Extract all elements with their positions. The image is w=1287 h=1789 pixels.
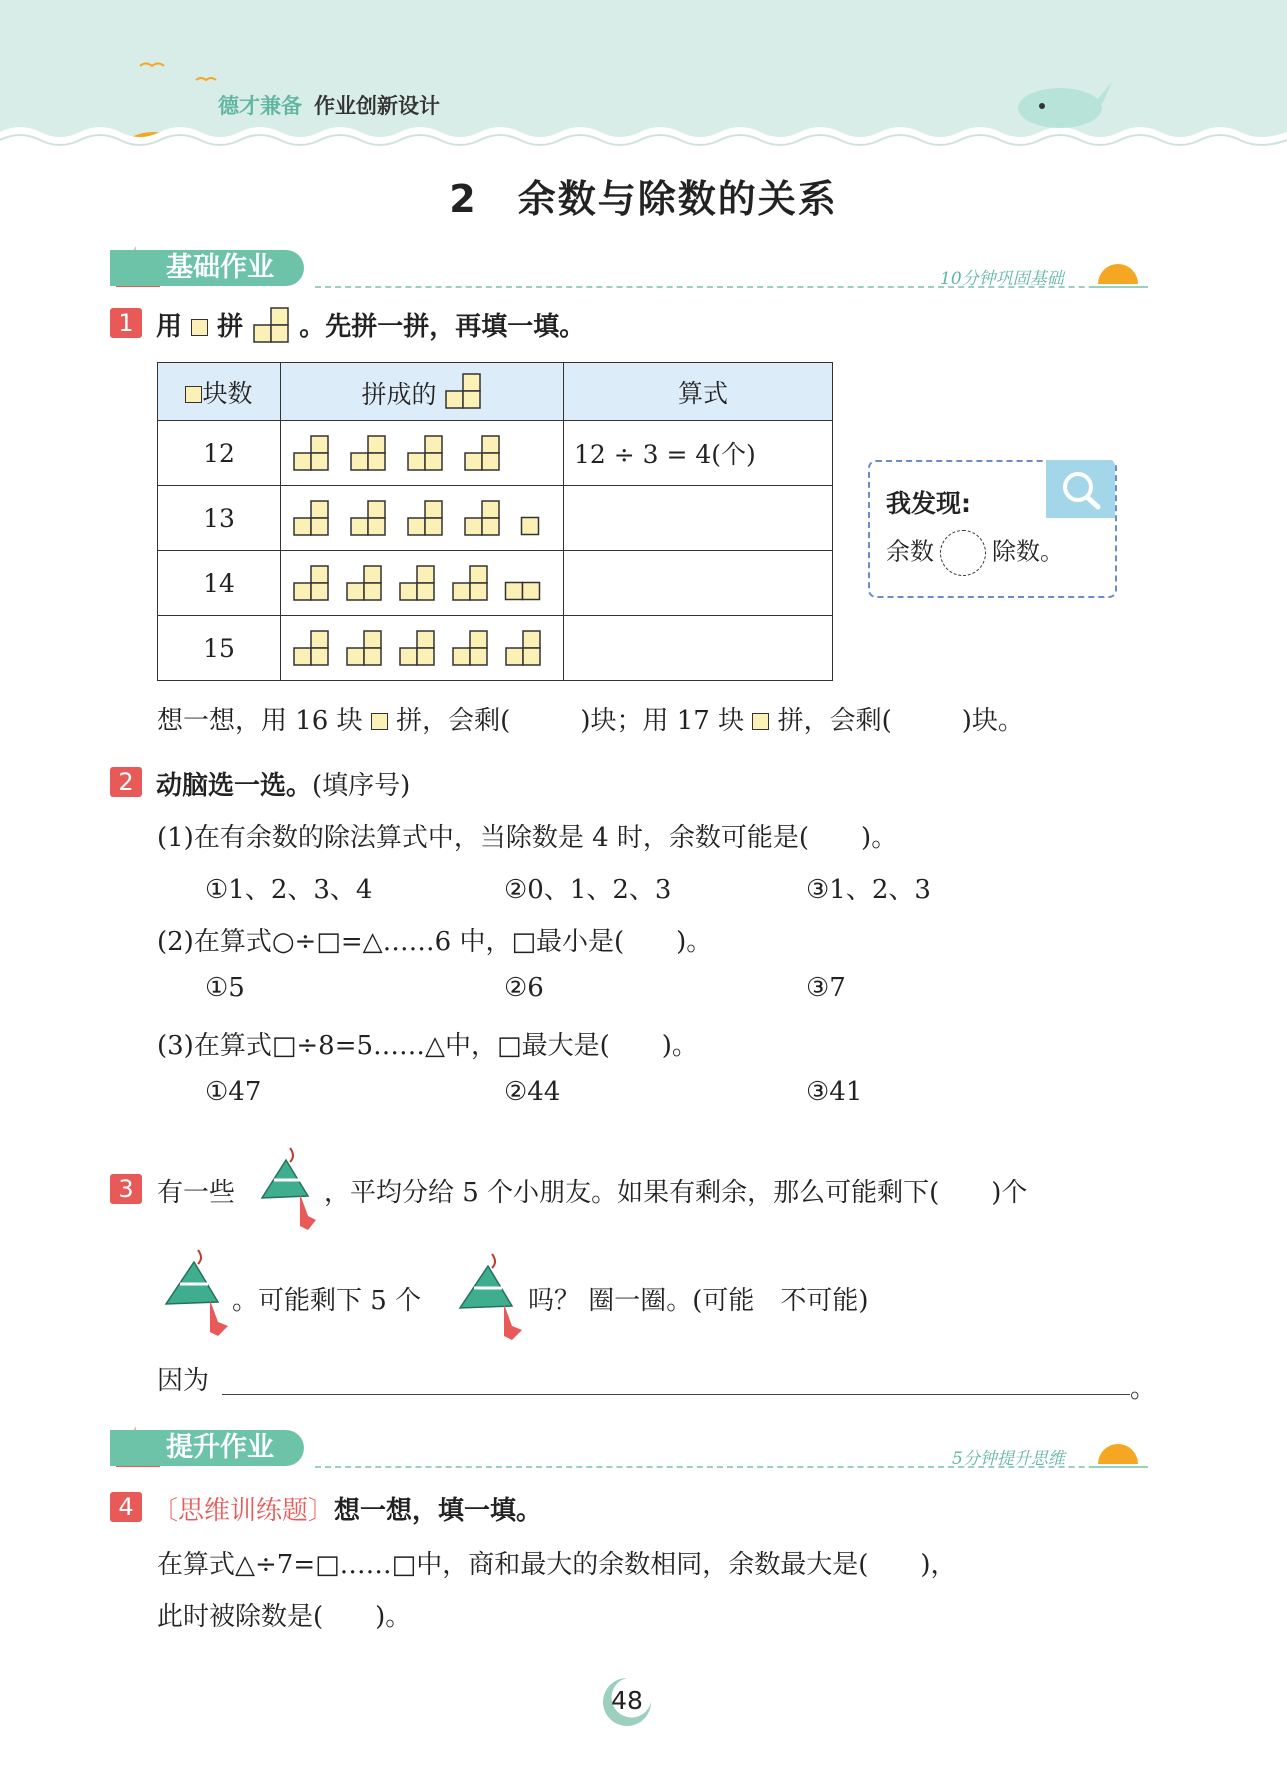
question-tag: 〔思维训练题〕 <box>152 1496 335 1526</box>
think-question <box>157 700 1024 737</box>
choice-option[interactable]: ②6 <box>504 973 544 1003</box>
table-header <box>158 363 281 421</box>
comparison-blank[interactable] <box>940 530 986 576</box>
choice-option[interactable]: ③7 <box>806 973 846 1003</box>
magnifier-icon <box>1046 460 1115 518</box>
l-shape-icon <box>345 630 383 666</box>
count-cell: 12 <box>158 421 281 486</box>
l-shape-icon <box>463 500 501 536</box>
shape-cell <box>281 486 564 551</box>
square-block-icon <box>371 713 388 730</box>
square-block-icon <box>191 319 208 336</box>
page-title: 2 余数与除数的关系 <box>449 177 838 221</box>
section-advanced-tip: 5分钟提升思维 <box>952 1449 1065 1469</box>
table-row <box>158 616 833 681</box>
square-block-icon <box>185 386 202 403</box>
l-shape-icon <box>292 630 330 666</box>
table-header <box>281 363 564 421</box>
l-shape-icon <box>406 500 444 536</box>
header-count-label: 块数 <box>202 378 253 408</box>
choice-option[interactable]: ②44 <box>504 1077 561 1107</box>
wave-border <box>0 127 1287 160</box>
q1-table <box>157 362 833 681</box>
brand-subtitle: 作业创新设计 <box>314 93 440 118</box>
zongzi-icon <box>256 1146 324 1232</box>
choice-stem: (1)在有余数的除法算式中，当除数是 4 时，余数可能是( )。 <box>157 823 898 853</box>
l-shape-icon <box>398 630 436 666</box>
count-cell: 14 <box>158 551 281 616</box>
shape-group <box>281 435 563 471</box>
think-part: )块。 <box>961 706 1024 736</box>
l-shape-icon <box>292 435 330 471</box>
shape-group <box>281 630 563 666</box>
question-number: 2 <box>110 767 142 797</box>
answer-line[interactable] <box>222 1394 1130 1395</box>
l-shape-icon <box>345 565 383 601</box>
choice-option[interactable]: ①5 <box>205 973 245 1003</box>
sunset-icon <box>1092 254 1148 296</box>
q2-note: (填序号) <box>312 771 411 801</box>
l-shape-icon <box>406 435 444 471</box>
l-shape-icon <box>451 630 489 666</box>
question-text <box>152 1490 542 1527</box>
discovery-right: 除数。 <box>992 537 1064 566</box>
q3-line1-end: ，平均分给 5 个小朋友。如果有剩余，那么可能剩下( )个 <box>324 1178 1028 1208</box>
brand-name: 德才兼备 <box>218 93 302 118</box>
question-number: 3 <box>110 1174 142 1204</box>
choice-option[interactable]: ①1、2、3、4 <box>205 875 373 905</box>
domino-block-icon <box>504 581 542 601</box>
q1-text-part: 用 <box>156 312 183 342</box>
table-header: 算式 <box>564 363 833 421</box>
formula-cell: 12 ÷ 3 = 4(个) <box>564 421 833 486</box>
q1-text-part: 。先拼一拼，再填一填。 <box>299 312 586 342</box>
zongzi-icon <box>162 1248 236 1338</box>
bird-icon <box>196 78 216 80</box>
count-cell: 15 <box>158 616 281 681</box>
l-shape-icon <box>349 500 387 536</box>
l-shape-icon <box>451 565 489 601</box>
l-shape-icon <box>252 307 290 343</box>
choice-stem: (2)在算式○÷□=△……6 中，□最小是( )。 <box>157 927 713 957</box>
sunset-icon <box>1092 1434 1148 1476</box>
question-text <box>156 765 410 802</box>
count-cell: 13 <box>158 486 281 551</box>
header-shape-label: 拼成的 <box>361 379 437 409</box>
q4-heading: 想一想，填一填。 <box>334 1496 543 1526</box>
choice-option[interactable]: ②0、1、2、3 <box>504 875 672 905</box>
question-number: 1 <box>110 308 142 338</box>
magnifier-badge <box>1046 460 1115 518</box>
question-text <box>156 306 585 343</box>
discovery-title: 我发现: <box>886 489 971 518</box>
page-number: 48 <box>611 1686 643 1715</box>
choice-stem: (3)在算式□÷8=5……△中，□最大是( )。 <box>157 1031 698 1061</box>
formula-cell[interactable] <box>564 616 833 681</box>
shape-cell <box>281 551 564 616</box>
discovery-statement <box>886 530 1064 576</box>
because-label: 因为 <box>157 1366 210 1396</box>
q3-line2-start: 。可能剩下 5 个 <box>232 1286 422 1316</box>
l-shape-icon <box>349 435 387 471</box>
l-shape-icon <box>504 630 542 666</box>
l-shape-icon <box>292 565 330 601</box>
section-basic-tip: 10分钟巩固基础 <box>940 269 1064 289</box>
l-shape-icon <box>463 435 501 471</box>
choice-option[interactable]: ①47 <box>205 1077 262 1107</box>
table-header-row <box>158 363 833 421</box>
discovery-left: 余数 <box>886 537 934 566</box>
choice-option[interactable]: ③1、2、3 <box>806 875 931 905</box>
table-row <box>158 551 833 616</box>
l-shape-icon <box>398 565 436 601</box>
whale-icon <box>1018 82 1112 128</box>
question-number: 4 <box>110 1492 142 1522</box>
q1-text-part: 拼 <box>217 312 244 342</box>
square-block-icon <box>520 516 540 536</box>
think-part: )块；用 17 块 <box>580 706 745 736</box>
q4-line2: 此时被除数是( )。 <box>157 1602 412 1632</box>
think-part: 拼，会剩( <box>396 706 511 736</box>
square-block-icon <box>752 713 769 730</box>
zongzi-icon <box>456 1252 530 1342</box>
q4-line1: 在算式△÷7=□……□中，商和最大的余数相同，余数最大是( )， <box>157 1550 957 1580</box>
l-shape-icon <box>292 500 330 536</box>
shape-group <box>281 565 563 601</box>
section-advanced-label: 提升作业 <box>110 1430 304 1466</box>
line-end-period: 。 <box>1130 1374 1157 1404</box>
q2-heading: 动脑选一选。 <box>156 771 313 801</box>
think-part: 想一想，用 16 块 <box>157 706 363 736</box>
shape-group <box>281 500 563 536</box>
table-row <box>158 486 833 551</box>
think-part: 拼，会剩( <box>777 706 892 736</box>
q3-line1-start: 有一些 <box>157 1178 236 1208</box>
formula-cell[interactable] <box>564 551 833 616</box>
q3-line2-end: 吗？ 圈一圈。(可能 不可能) <box>528 1286 869 1316</box>
shape-cell <box>281 421 564 486</box>
table-row <box>158 421 833 486</box>
bird-icon <box>140 64 164 67</box>
section-basic-label: 基础作业 <box>110 250 304 286</box>
shape-cell <box>281 616 564 681</box>
l-shape-icon <box>444 373 482 409</box>
header-decoration <box>0 60 1287 160</box>
choice-option[interactable]: ③41 <box>806 1077 863 1107</box>
formula-cell[interactable] <box>564 486 833 551</box>
